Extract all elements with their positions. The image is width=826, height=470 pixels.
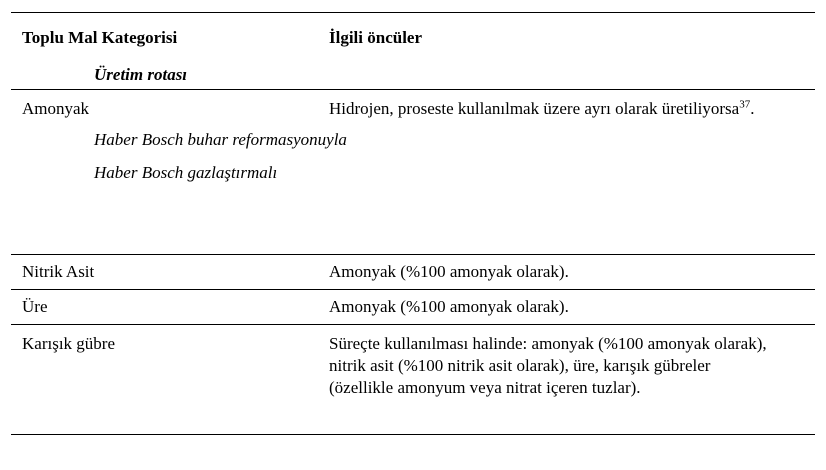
precursors-text: Süreçte kullanılması halinde: amonyak (%100 amonyak olarak), nitrik asit (%100 nitrik asit olarak), üre, karışık gübreler (özellikle amonyum veya nitrat içeren tuzlar). [329,334,767,397]
category-name: Üre [22,297,48,316]
precursors-text: Hidrojen, proseste kullanılmak üzere ayrı olarak üretiliyorsa [329,99,740,118]
precursors-text: Amonyak (%100 amonyak olarak). [329,262,569,281]
table-row-urea [11,290,815,325]
category-name: Nitrik Asit [22,262,95,281]
route-steam-reforming: Haber Bosch buhar reformasyonuyla [94,130,347,149]
category-name: Amonyak [22,99,90,118]
precursors-cell [329,333,769,434]
category-cell [11,261,329,289]
precursors-cell [329,261,769,289]
footnote-ref[interactable]: 37 [739,98,751,111]
category-cell [11,98,347,254]
precursors-text: Amonyak (%100 amonyak olarak). [329,297,569,316]
precursors-cell [329,98,769,254]
category-name: Karışık gübre [22,334,116,353]
category-cell [11,333,329,434]
header-route: Üretim rotası [94,65,188,84]
precursor-table [11,12,815,435]
precursors-cell [329,296,769,324]
header-precursors: İlgili öncüler [329,28,423,47]
table-row-mixed-fertiliser [11,325,815,435]
header-precursors-cell [329,27,769,89]
header-category-cell [11,27,329,89]
precursors-text-end: . [750,99,755,118]
header-category: Toplu Mal Kategorisi [22,28,178,47]
category-cell [11,296,329,324]
table-row-nitric-acid [11,255,815,290]
route-gasification: Haber Bosch gazlaştırmalı [94,163,278,182]
table-row-ammonia [11,90,815,255]
table-header-row [11,12,815,90]
